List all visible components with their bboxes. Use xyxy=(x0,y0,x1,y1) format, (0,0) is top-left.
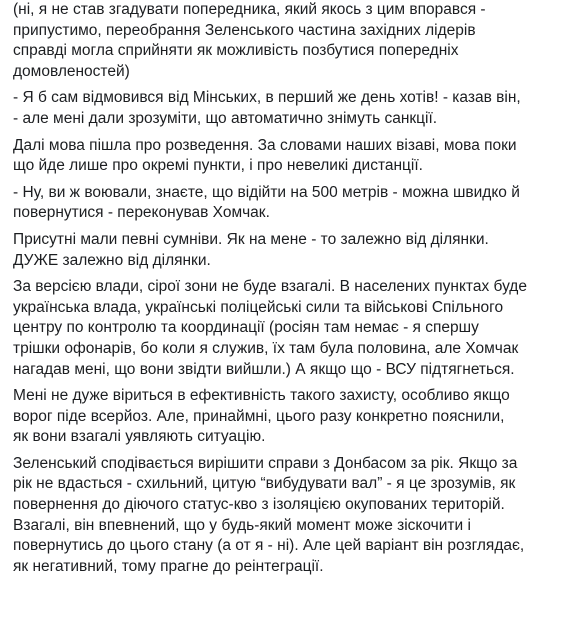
paragraph-defense-doubt: Мені не дуже віриться в ефективність такого захисту, особливо якщо ворог піде всерйоз. Але, принаймні, цього разу конкретно пояснили, як вони взагалі уявляють ситуацію. xyxy=(13,387,510,446)
paragraph-donbas-plan: Зеленський сподівається вирішити справи з Донбасом за рік. Якщо за рік не вдасться - схильний, цитую “вибудувати вал” - я це зрозумів, як повернення до діючого статус-кво з ізоляцією окупованих територій. Взагалі, він впевнений, що у будь-який момент може зіскочити і повернутись до цього стану (а от я - ні). Але цей варіант він розглядає, як негативний, тому прагне до реінтеграції. xyxy=(13,454,525,575)
paragraph-minsk-quote: - Я б сам відмовився від Мінських, в перший же день хотів! - казав він, - але мені дали зрозуміти, що автоматично знімуть санкції. xyxy=(13,89,521,127)
paragraph-predecessor-aside: (ні, я не став згадувати попередника, який якось з цим впорався - припустимо, переобрання Зеленського частина західних лідерів справді могла сприйняти як можливість позбутися попередніх домовленостей) xyxy=(13,1,486,80)
paragraph-doubts: Присутні мали певні сумніви. Як на мене - то залежно від ділянки. ДУЖЕ залежно від ділянки. xyxy=(13,230,489,269)
paragraph-khomchak-quote: - Ну, ви ж воювали, знаєте, що відійти на 500 метрів - можна швидко й повернутися - переконував Хомчак. xyxy=(13,183,520,222)
paragraph-disengagement: Далі мова пішла про розведення. За словами наших візаві, мова поки що йде лише про окремі пункти, і про невеликі дистанції. xyxy=(13,136,517,175)
paragraph-grey-zone: За версією влади, сірої зони не буде взагалі. В населених пунктах буде українська влада, українські поліцейські сили та військові Спільного центру по контролю та координації (росіян там немає - я спершу трішки офонарів, бо коли я служив, їх там була половина, але Хомчак нагадав мені, що вони звідти вийшли.) А якщо що - ВСУ підтягнеться. xyxy=(13,278,527,378)
